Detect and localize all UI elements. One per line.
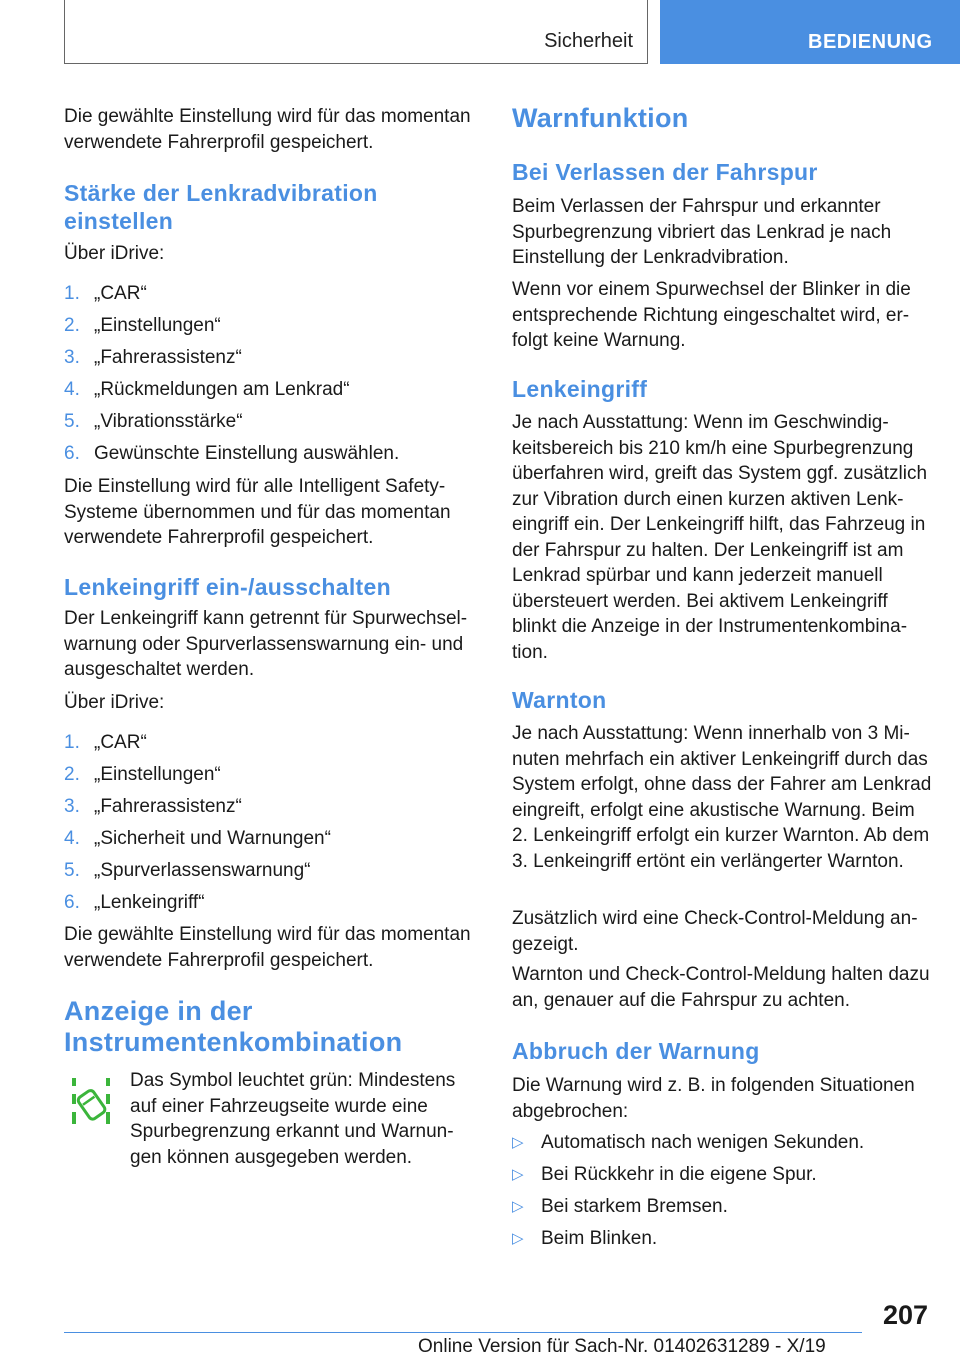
ueber-idrive-1: Über iDrive:: [64, 243, 165, 264]
header-section-box: [64, 0, 648, 64]
paragraph-check-control: Zusätzlich wird eine Check-Control-Meldung angezeigt.: [512, 908, 918, 955]
steps-list-2: [64, 730, 478, 922]
steps-list-1: [64, 281, 478, 473]
footer-divider: [64, 1332, 862, 1333]
footer-online-version: Online Version für Sach-Nr. 01402631289 - X/19: [418, 1336, 826, 1357]
intro-paragraph: Die gewählte Einstellung wird für das momentan verwendete Fahrerprofil gespeichert.: [64, 106, 471, 153]
list-item: 5. „Spurverlassenswarnung“: [64, 860, 311, 881]
list-item: 5. „Vibrationsstärke“: [64, 411, 243, 432]
list-item: 6. Gewünschte Einstellung auswählen.: [64, 443, 400, 464]
heading-lenkeingriff-schalten: Lenkeingriff ein-/ausschalten: [64, 574, 391, 600]
paragraph-warnton: Je nach Ausstattung: Wenn innerhalb von 3 Minuten mehrfach ein aktiver Lenkeingriff durch das System erfolgt, ohne dass der Fahrer am Lenkrad eingreift, erfolgt eine akustische Warnung. Beim 2. Lenkeingriff erfolgt ein kurzer Warnton. Ab dem 3. Lenkeingriff ertönt ein verlängerter Warnton.: [512, 723, 932, 872]
after-list-2: Die gewählte Einstellung wird für das momentan verwendete Fahrerprofil gespeichert.: [64, 924, 471, 971]
abbruch-list: [512, 1130, 932, 1258]
list-item: 3. „Fahrerassistenz“: [64, 796, 242, 817]
list-item: 4. „Rückmeldungen am Lenkrad“: [64, 379, 350, 400]
heading-warnton: Warnton: [512, 687, 607, 713]
page-number: 207: [882, 1300, 928, 1330]
paragraph-verlassen-2: Wenn vor einem Spurwechsel der Blinker in die entsprechende Richtung eingeschaltet wird, erfolgt keine Warnung.: [512, 279, 911, 351]
lenk-paragraph: Der Lenkeingriff kann getrennt für Spurwechselwarnung oder Spurverlassenswarnung ein- und ausgeschaltet werden.: [64, 608, 468, 680]
heading-warnfunktion: Warnfunktion: [512, 103, 689, 133]
list-item: 3. „Fahrerassistenz“: [64, 347, 242, 368]
heading-abbruch: Abbruch der Warnung: [512, 1038, 760, 1064]
header-section-title: Sicherheit: [544, 30, 633, 52]
paragraph-lenkeingriff: Je nach Ausstattung: Wenn im Geschwindigkeitsbereich bis 210 km/h eine Spurbegrenzung überfahren wird, greift das System ggf. zusätzlich zur Vibration durch einen kurzen aktiven Lenkeingriff ein. Der Lenkeingriff hilft, das Fahrzeug in der Fahrspur zu halten. Der Lenkeingriff ist am Lenkrad spürbar und kann jederzeit manuell übersteuert werden. Bei aktivem Lenkeingriff blinkt die Anzeige in der Instrumentenkombination.: [512, 412, 928, 663]
heading-verlassen: Bei Verlassen der Fahrspur: [512, 159, 818, 185]
ueber-idrive-2: Über iDrive:: [64, 692, 165, 713]
lane-departure-icon: [70, 1074, 112, 1128]
list-item: ▷ Bei starkem Bremsen.: [512, 1196, 728, 1217]
paragraph-verlassen-1: Beim Verlassen der Fahrspur und erkannter Spurbegrenzung vibriert das Lenkrad je nach Einstellung der Lenkradvibration.: [512, 196, 892, 268]
list-item: 6. „Lenkeingriff“: [64, 892, 205, 913]
header-chapter-title: BEDIENUNG: [808, 31, 933, 53]
heading-anzeige: Anzeige in der Instrumentenkombination: [64, 996, 403, 1057]
list-item: 4. „Sicherheit und Warnungen“: [64, 828, 331, 849]
list-item: 1. „CAR“: [64, 283, 147, 304]
symbol-description-block: [64, 1068, 478, 1170]
list-item: ▷ Beim Blinken.: [512, 1228, 658, 1249]
list-item: 2. „Einstellungen“: [64, 315, 221, 336]
paragraph-warnton-halten: Warnton und Check-Control-Meldung halten dazu an, genauer auf die Fahrspur zu achten.: [512, 964, 930, 1011]
list-item: ▷ Automatisch nach wenigen Sekunden.: [512, 1132, 865, 1153]
triangle-bullet-icon: ▷: [512, 1134, 524, 1151]
heading-lenkeingriff: Lenkeingriff: [512, 376, 648, 402]
triangle-bullet-icon: ▷: [512, 1166, 524, 1183]
header-chapter-box: [660, 0, 960, 64]
list-item: 1. „CAR“: [64, 732, 147, 753]
after-list-1: Die Einstellung wird für alle Intelligent Safety-Systeme übernommen und für das momentan verwendete Fahrerprofil gespeichert.: [64, 476, 451, 548]
paragraph-abbruch: Die Warnung wird z. B. in folgenden Situationen abgebrochen:: [512, 1075, 915, 1122]
list-item: 2. „Einstellungen“: [64, 764, 221, 785]
list-item: ▷ Bei Rückkehr in die eigene Spur.: [512, 1164, 817, 1185]
triangle-bullet-icon: ▷: [512, 1230, 524, 1247]
anzeige-text: Das Symbol leuchtet grün: Mindestens auf einer Fahrzeugseite wurde eine Spurbegrenzung erkannt und Warnungen können ausgegeben werden.: [130, 1070, 456, 1168]
heading-staerke: Stärke der Lenkradvibration einstellen: [64, 180, 378, 234]
triangle-bullet-icon: ▷: [512, 1198, 524, 1215]
